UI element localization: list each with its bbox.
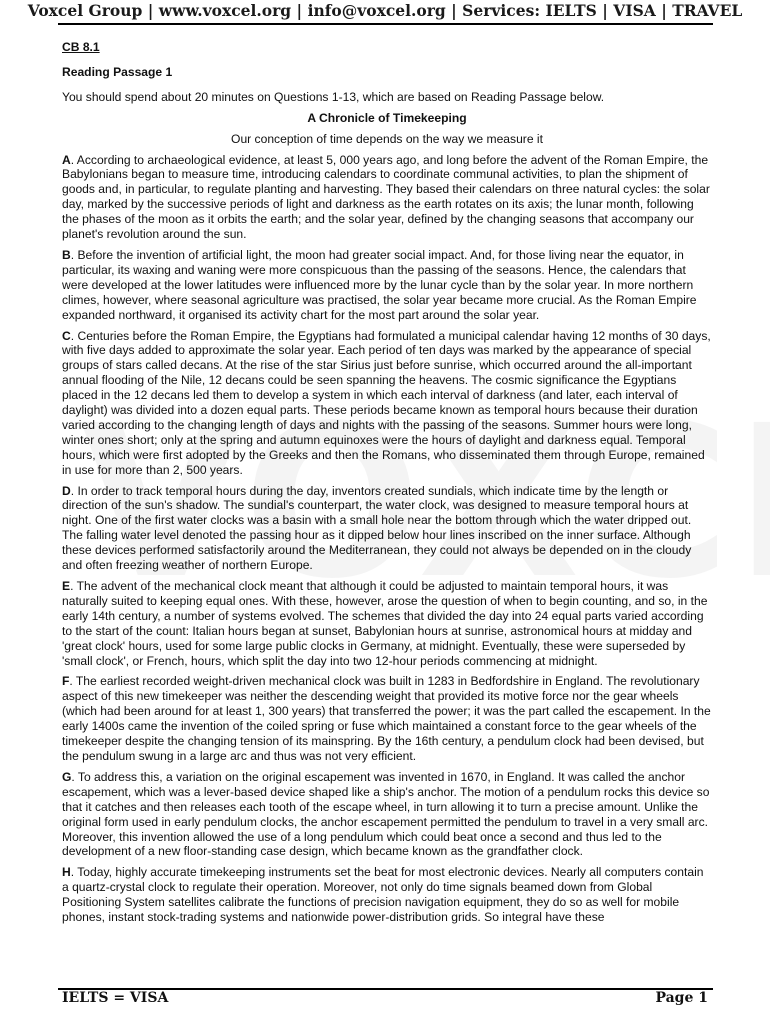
paragraph-text: . Centuries before the Roman Empire, the Egyptians had formulated a municipal calendar having 12 months of 30 days, with five days added to approximate the solar year. Each period of ten days was marked by the appearance of special groups of stars called decans. At the rise of the star Sirius just before sunrise, which occurred around the all-important annual flooding of the Nile, 12 decans could be seen spanning the heavens. The cosmic significance the Egyptians placed in the 12 decans led them to develop a system in which each interval of darkness (and later, each interval of daylight) was divided into a dozen equal parts. These periods became known as temporal hours because their duration varied according to the changing length of days and nights with the passing of the seasons. Summer hours were long, winter ones short; only at the spring and autumn equinoxes were the hours of daylight and darkness equal. Temporal hours, which were first adopted by the Greeks and then the Romans, who disseminated them through Europe, remained in use for more than 2, 500 years.: [62, 328, 711, 477]
paragraph-g: [62, 770, 712, 859]
paragraph-letter: E: [62, 579, 71, 593]
instruction-text: You should spend about 20 minutes on Questions 1-13, which are based on Reading Passage below.: [62, 89, 605, 104]
paragraph-text: . According to archaeological evidence, at least 5, 000 years ago, and long before the advent of the Roman Empire, the Babylonians began to measure time, introducing calendars to coordinate communal activities, to plan the shipment of goods and, in particular, to regulate planting and harvesting. They based their calendars on three natural cycles: the solar day, marked by the successive periods of light and darkness as the earth rotates on its axis; the lunar month, following the phases of the moon as it orbits the earth; and the solar year, defined by the changing seasons that accompany our planet's revolution around the sun.: [62, 152, 710, 242]
passage-subtitle: Our conception of time depends on the way we measure it: [231, 131, 543, 146]
paragraph-text: . Today, highly accurate timekeeping instruments set the beat for most electronic devices. Nearly all computers contain a quartz-crystal clock to regulate their operation. Moreover, not only do time signals beamed down from Global Positioning System satellites calibrate the functions of precision navigation equipment, they do so as well for mobile phones, instant stock-trading systems and nationwide power-distribution grids. So integral have these: [62, 865, 704, 925]
paragraph-letter: G: [62, 769, 72, 784]
paragraph-letter: B: [62, 247, 71, 262]
paragraph-text: . The earliest recorded weight-driven mechanical clock was built in 1283 in Bedfordshire in England. The revolutionary aspect of this new timekeeper was neither the descending weight that provided its motive force nor the gear wheels (which had been around for at least 1, 300 years) that transferred the power; it was the part called the escapement. In the early 1400s came the invention of the coiled spring or fuse which maintained a constant force to the gear wheels of the timekeeper despite the changing tension of its mainspring. By the 16th century, a pendulum clock had been devised, but the pendulum swung in a large arc and thus was not very efficient.: [62, 674, 711, 763]
header-divider: [58, 23, 713, 25]
paragraph-letter: A: [62, 152, 71, 167]
paragraph-f: [62, 674, 712, 763]
paragraph-letter: D: [62, 483, 71, 498]
paragraph-d: [62, 484, 712, 573]
document-body: [62, 40, 712, 931]
footer-left-text: IELTS = VISA: [62, 990, 169, 1006]
passage-title: A Chronicle of Timekeeping: [307, 110, 467, 125]
paragraph-letter: C: [62, 328, 71, 343]
page-header: Voxcel Group | www.voxcel.org | info@voxcel.org | Services: IELTS | VISA | TRAVEL: [27, 1, 743, 20]
paragraph-e: [62, 579, 712, 668]
paragraph-letter: H: [62, 865, 71, 880]
paragraph-c: [62, 329, 712, 478]
section-heading: Reading Passage 1: [62, 64, 173, 79]
paragraph-h: [62, 865, 712, 925]
paragraph-letter: F: [62, 674, 70, 689]
paragraph-text: . To address this, a variation on the original escapement was invented in 1670, in England. It was called the anchor escapement, which was a lever-based device shaped like a ship's anchor. The motion of a pendulum rocks this device so that it catches and then releases each tooth of the escape wheel, in turn allowing it to turn a precise amount. Unlike the original form used in early pendulum clocks, the anchor escapement permitted the pendulum to travel in a very small arc. Moreover, this invention allowed the use of a long pendulum which could beat once a second and thus led to the development of a new floor-standing case design, which became known as the grandfather clock.: [62, 769, 710, 859]
paragraph-b: [62, 248, 712, 323]
paragraph-text: . In order to track temporal hours during the day, inventors created sundials, which indicate time by the length or direction of the sun's shadow. The sundial's counterpart, the water clock, was designed to measure temporal hours at night. One of the first water clocks was a basin with a small hole near the bottom through which the water dripped out. The falling water level denoted the passing hour as it dipped below hour lines inscribed on the inner surface. Although these devices performed satisfactorily around the Mediterranean, they could not always be depended on in the cloudy and often freezing weather of northern Europe.: [62, 483, 692, 573]
paragraph-a: [62, 153, 712, 242]
paragraph-text: . The advent of the mechanical clock meant that although it could be adjusted to maintain temporal hours, it was naturally suited to keeping equal ones. With these, however, arose the question of when to begin counting, and so, in the early 14th century, a number of systems evolved. The schemes that divided the day into 24 equal parts varied according to the start of the count: Italian hours began at sunset, Babylonian hours at sunrise, astronomical hours at midday and 'great clock' hours, used for some large public clocks in Germany, at midnight. Eventually, these were superseded by 'small clock', or French, hours, which split the day into two 12-hour periods commencing at midnight.: [62, 579, 708, 668]
page-number: Page 1: [655, 990, 708, 1006]
paragraph-text: . Before the invention of artificial light, the moon had greater social impact. And, for those living near the equator, in particular, its waxing and waning were more conspicuous than the passing of the seasons. Hence, the calendars that were developed at the lower latitudes were influenced more by the lunar cycle than by the solar year. In more northern climes, however, where seasonal agriculture was practised, the solar year became more crucial. As the Roman Empire expanded northward, it organised its activity chart for the most part around the solar year.: [62, 247, 697, 322]
document-code: CB 8.1: [62, 40, 100, 54]
